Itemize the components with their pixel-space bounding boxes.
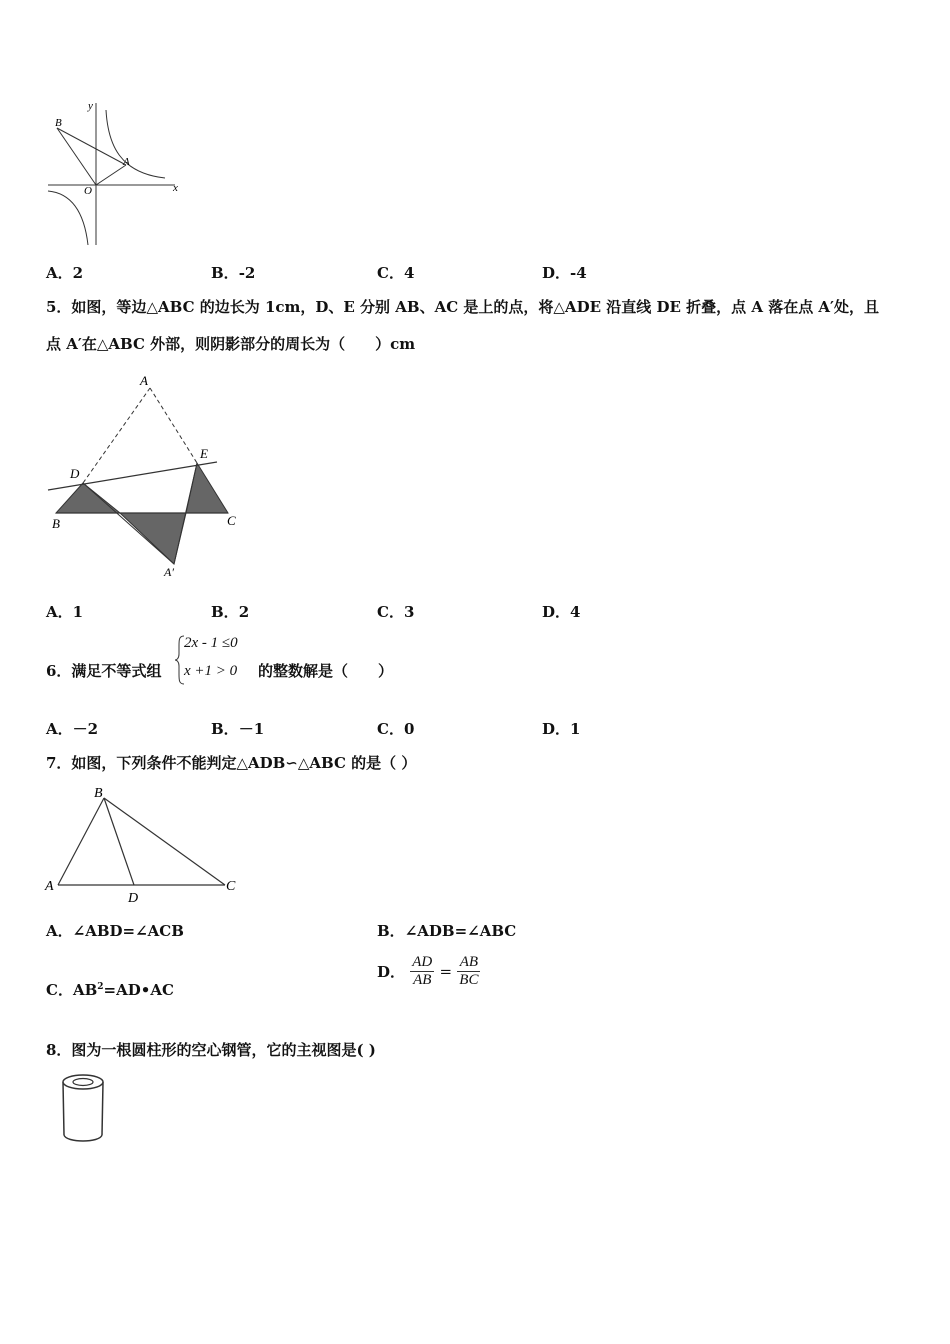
fraction-ad-ab: $\frac{AD}{AB}$ — [412, 954, 433, 988]
q6-inequality-2: x +1 > 0 — [184, 663, 238, 679]
segment-oa — [96, 165, 126, 185]
q4-option-c: C．4 — [377, 264, 415, 282]
hyperbola-branch-2 — [48, 191, 88, 245]
q5-stem-line2: 点 A′在△ABC 外部，则阴影部分的周长为（ ）cm — [46, 335, 416, 353]
q5-stem-line1: 5．如图，等边△ABC 的边长为 1cm，D、E 分别 AB、AC 是上的点，将△ADE 沿直线 DE 折叠，点 A 落在点 A′处，且 — [46, 298, 880, 316]
label-a-prime: A′ — [164, 565, 174, 579]
label-x: x — [173, 182, 178, 194]
segment-bd — [104, 798, 134, 885]
q5-figure — [40, 368, 255, 583]
label-c: C — [227, 513, 236, 528]
q7-option-d: D． $\frac{AD}{AB}$ = $\frac{AB}{BC}$ — [377, 954, 479, 988]
label-a: A — [140, 373, 148, 388]
q7-figure — [40, 780, 250, 910]
q7-stem: 7．如图，下列条件不能判定△ADB∽△ABC 的是（ ） — [46, 754, 417, 772]
label-e: E — [200, 446, 208, 461]
q7-option-a: A．∠ABD=∠ACB — [46, 922, 184, 940]
q6-option-b: B．－1 — [211, 720, 265, 738]
q4-option-a: A．2 — [46, 264, 84, 282]
q5-option-d: D．4 — [542, 603, 581, 621]
q4-option-d: D．-4 — [542, 264, 587, 282]
q7-option-b: B．∠ADB=∠ABC — [377, 922, 517, 940]
label-a: A — [45, 879, 54, 894]
q4-option-b: B．-2 — [211, 264, 256, 282]
q5-option-c: C．3 — [377, 603, 415, 621]
q6-stem-prefix: 6．满足不等式组 — [46, 662, 162, 680]
label-a: A — [123, 156, 130, 168]
label-d: D — [128, 891, 139, 906]
label-c: C — [226, 879, 236, 894]
q6-stem-suffix: 的整数解是（ ） — [258, 662, 394, 680]
q5-option-b: B．2 — [211, 603, 250, 621]
segment-bc — [104, 798, 225, 885]
q8-stem: 8．图为一根圆柱形的空心钢管，它的主视图是( ) — [46, 1041, 376, 1059]
steel-pipe-figure — [56, 1070, 111, 1146]
q7-option-c: C．$AB^2=AD•AC$ — [46, 981, 174, 999]
label-y: y — [88, 100, 93, 112]
label-d: D — [70, 466, 80, 481]
cylinder-left-edge — [63, 1082, 64, 1135]
q6-option-c: C．0 — [377, 720, 415, 738]
label-b: B — [94, 786, 103, 801]
segment-ba — [57, 128, 126, 165]
shaded-right — [186, 463, 228, 513]
dashed-ad — [83, 388, 150, 483]
q6-inequality-1: 2x - 1 ≤0 — [184, 635, 238, 651]
q5-option-a: A．1 — [46, 603, 84, 621]
q6-option-d: D．1 — [542, 720, 581, 738]
cylinder-right-edge — [102, 1082, 103, 1135]
q4-figure — [40, 95, 190, 250]
segment-ob — [57, 128, 96, 185]
cylinder-bottom — [64, 1135, 102, 1141]
dashed-ae — [150, 388, 197, 463]
segment-ab — [58, 798, 104, 885]
hyperbola-branch-1 — [106, 110, 165, 178]
label-o: O — [84, 185, 92, 197]
q6-option-a: A．－2 — [46, 720, 99, 738]
label-b: B — [52, 516, 60, 531]
label-b: B — [55, 117, 62, 129]
cylinder-top-inner — [73, 1079, 93, 1086]
fraction-ab-bc: $\frac{AB}{BC}$ — [459, 954, 479, 988]
